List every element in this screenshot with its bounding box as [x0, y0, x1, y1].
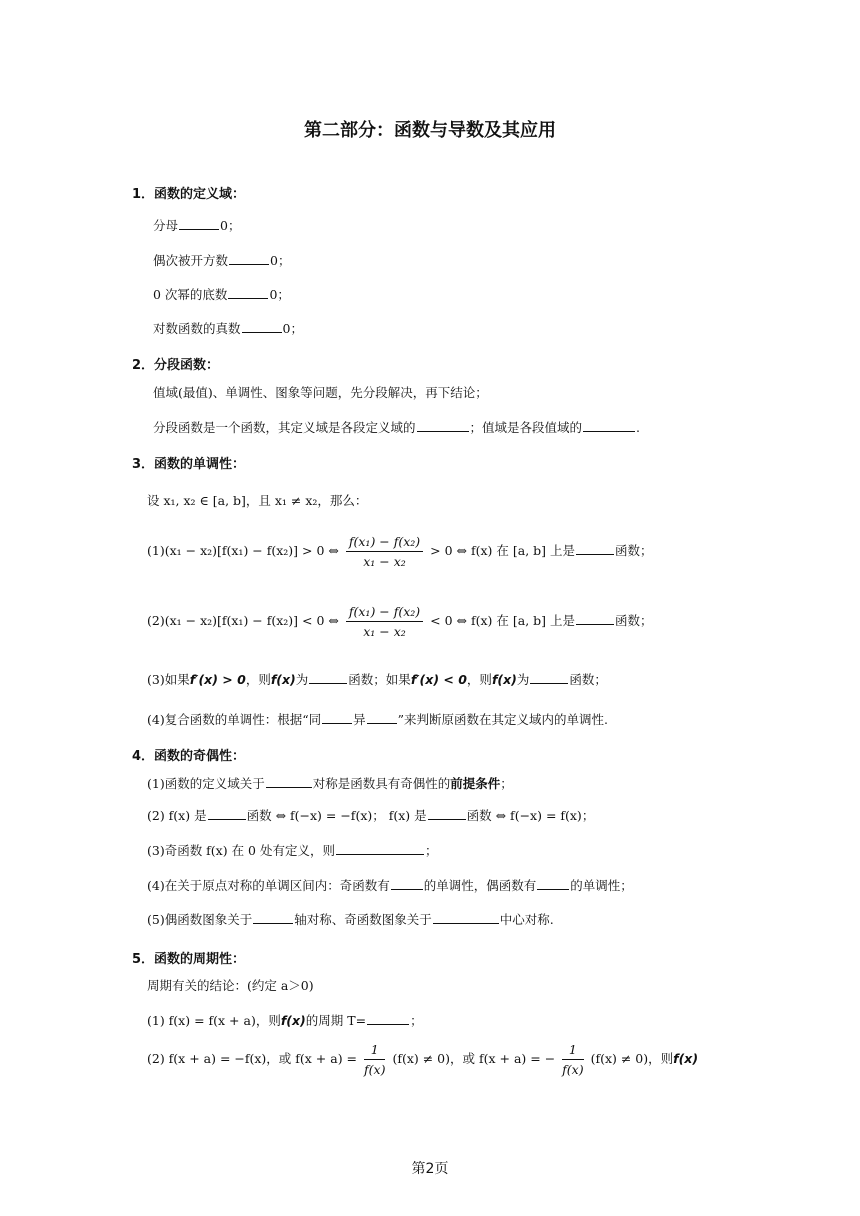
difference-quotient-fraction — [346, 604, 423, 639]
answer-blank — [322, 711, 352, 724]
s1-line-log — [153, 319, 303, 337]
s3-item2-mid: < 0 ⇔ f(x) 在 [a, b] 上是 — [430, 613, 575, 628]
s3-func-word: 函数； — [615, 543, 653, 558]
s4-text: 轴对称、奇函数图象关于 — [294, 912, 432, 927]
s5-text: (f(x) ≠ 0)，或 f(x + a) = − — [392, 1051, 556, 1066]
fraction-denominator: f(x) — [562, 1062, 584, 1077]
fraction-numerator: 1 — [562, 1042, 583, 1060]
s5-text: 的周期 T= — [305, 1013, 367, 1028]
s5-text: (2) f(x + a) = −f(x)，或 f(x + a) = — [147, 1051, 358, 1066]
s4-text: (3)奇函数 f(x) 在 0 处有定义，则 — [147, 843, 335, 858]
s3-item3-text: 函数； — [569, 672, 607, 687]
answer-blank — [530, 671, 568, 684]
fraction-denominator: f(x) — [364, 1062, 386, 1077]
s5-line-2 — [147, 1011, 423, 1029]
s3-item3-text: (3)如果 — [147, 672, 190, 687]
answer-blank — [208, 807, 246, 820]
answer-blank — [242, 320, 282, 333]
answer-blank — [576, 542, 614, 555]
s4-line-1 — [147, 774, 513, 792]
answer-blank — [229, 252, 269, 265]
section-4-heading: 4．函数的奇偶性： — [132, 749, 246, 764]
s4-text: 对称是函数具有奇偶性的 — [312, 776, 451, 791]
answer-blank — [367, 1012, 409, 1025]
s3-item1-mid: > 0 ⇔ f(x) 在 [a, b] 上是 — [430, 543, 575, 558]
s4-text: 的单调性； — [570, 878, 633, 893]
s3-item2-lead: (2)(x₁ − x₂)[f(x₁) − f(x₂)] < 0 ⇔ — [147, 613, 339, 628]
s4-text: 中心对称. — [499, 912, 554, 927]
answer-blank — [266, 775, 312, 788]
s1-suffix: 0； — [269, 287, 290, 302]
function-symbol: f(x) — [673, 1051, 699, 1066]
s4-text: (5)偶函数图象关于 — [147, 912, 253, 927]
s4-text: ； — [424, 843, 438, 858]
negative-reciprocal-fraction — [562, 1042, 583, 1077]
emphasized-term: 前提条件 — [450, 776, 501, 791]
s4-text: 的单调性，偶函数有 — [423, 878, 537, 893]
s3-item-3 — [147, 670, 607, 688]
s1-line-even-root — [153, 251, 290, 269]
s3-item4-text: ”来判断原函数在其定义域内的单调性. — [397, 712, 608, 727]
s4-text: (2) f(x) 是 — [147, 808, 207, 823]
page-number: 第2页 — [411, 1161, 449, 1177]
answer-blank — [336, 842, 424, 855]
s4-text: 函数 ⇔ f(−x) = f(x)； — [466, 808, 595, 823]
answer-blank — [417, 419, 469, 432]
answer-blank — [253, 911, 293, 924]
derivative-positive: f′(x) > 0 — [189, 672, 246, 687]
s5-line-3 — [147, 1042, 698, 1077]
answer-blank — [433, 911, 499, 924]
s2-text-a: 分段函数是一个函数，其定义域是各段定义域的 — [153, 420, 416, 435]
answer-blank — [228, 286, 268, 299]
s2-line-2 — [153, 418, 640, 436]
fraction-numerator: f(x₁) − f(x₂) — [346, 534, 423, 552]
fraction-numerator: 1 — [364, 1042, 385, 1060]
s3-item-1 — [147, 534, 653, 569]
s1-line-text: 0 次幂的底数 — [153, 287, 228, 302]
s5-line-1: 周期有关的结论：(约定 a＞0) — [147, 978, 314, 993]
section-3-heading: 3．函数的单调性： — [132, 457, 246, 472]
s4-text: ； — [500, 776, 513, 791]
s3-func-word: 函数； — [615, 613, 653, 628]
s3-item3-text: 函数；如果 — [348, 672, 411, 687]
s3-item3-text: ，则 — [245, 672, 271, 687]
answer-blank — [583, 419, 635, 432]
s4-text: 函数 ⇔ f(−x) = −f(x)； — [246, 808, 385, 823]
s4-text: (1)函数的定义域关于 — [147, 776, 265, 791]
answer-blank — [391, 877, 423, 890]
s4-text: f(x) 是 — [388, 808, 427, 823]
s1-suffix: 0； — [282, 321, 303, 336]
fraction-denominator: x₁ − x₂ — [363, 554, 406, 569]
reciprocal-fraction — [364, 1042, 385, 1077]
s4-line-3 — [147, 841, 438, 859]
s3-item-2 — [147, 604, 653, 639]
s3-item-4 — [147, 710, 608, 728]
s2-line-1: 值域(最值)、单调性、图象等问题，先分段解决，再下结论； — [153, 385, 488, 400]
answer-blank — [428, 807, 466, 820]
s4-text: (4)在关于原点对称的单调区间内：奇函数有 — [147, 878, 390, 893]
s4-line-2 — [147, 806, 594, 824]
s3-setup: 设 x₁, x₂ ∈ [a, b]，且 x₁ ≠ x₂，那么： — [147, 493, 368, 508]
derivative-negative: f′(x) < 0 — [410, 672, 467, 687]
s1-line-text: 分母 — [153, 218, 179, 233]
s3-item4-text: 异 — [353, 712, 366, 727]
s5-text: (f(x) ≠ 0)，则 — [590, 1051, 674, 1066]
s1-line-zero-power — [153, 285, 290, 303]
answer-blank — [576, 612, 614, 625]
s2-text-c: . — [636, 420, 641, 435]
s1-line-text: 偶次被开方数 — [153, 253, 229, 268]
s4-line-4 — [147, 876, 633, 894]
section-5-heading: 5．函数的周期性： — [132, 952, 246, 967]
s2-text-b: ；值域是各段值域的 — [469, 420, 583, 435]
function-symbol: f(x) — [280, 1013, 306, 1028]
s1-suffix: 0； — [270, 253, 291, 268]
function-symbol: f(x) — [491, 672, 517, 687]
function-symbol: f(x) — [270, 672, 296, 687]
s3-item3-text: 为 — [516, 672, 530, 687]
page-title: 第二部分：函数与导数及其应用 — [304, 120, 556, 141]
answer-blank — [179, 217, 219, 230]
answer-blank — [309, 671, 347, 684]
fraction-denominator: x₁ − x₂ — [363, 624, 406, 639]
difference-quotient-fraction — [346, 534, 423, 569]
s5-text: ； — [410, 1013, 423, 1028]
fraction-numerator: f(x₁) − f(x₂) — [346, 604, 423, 622]
s3-item1-lead: (1)(x₁ − x₂)[f(x₁) − f(x₂)] > 0 ⇔ — [147, 543, 339, 558]
answer-blank — [537, 877, 569, 890]
s3-item3-text: 为 — [295, 672, 309, 687]
s4-line-5 — [147, 910, 554, 928]
s3-item3-text: ，则 — [466, 672, 492, 687]
s5-text: (1) f(x) = f(x + a)，则 — [147, 1013, 281, 1028]
answer-blank — [367, 711, 397, 724]
s1-line-text: 对数函数的真数 — [153, 321, 241, 336]
s3-item4-text: (4)复合函数的单调性：根据“同 — [147, 712, 322, 727]
section-1-heading: 1．函数的定义域： — [132, 187, 246, 202]
section-2-heading: 2．分段函数： — [132, 358, 220, 373]
s1-suffix: 0； — [220, 218, 241, 233]
s1-line-denominator — [153, 216, 240, 234]
